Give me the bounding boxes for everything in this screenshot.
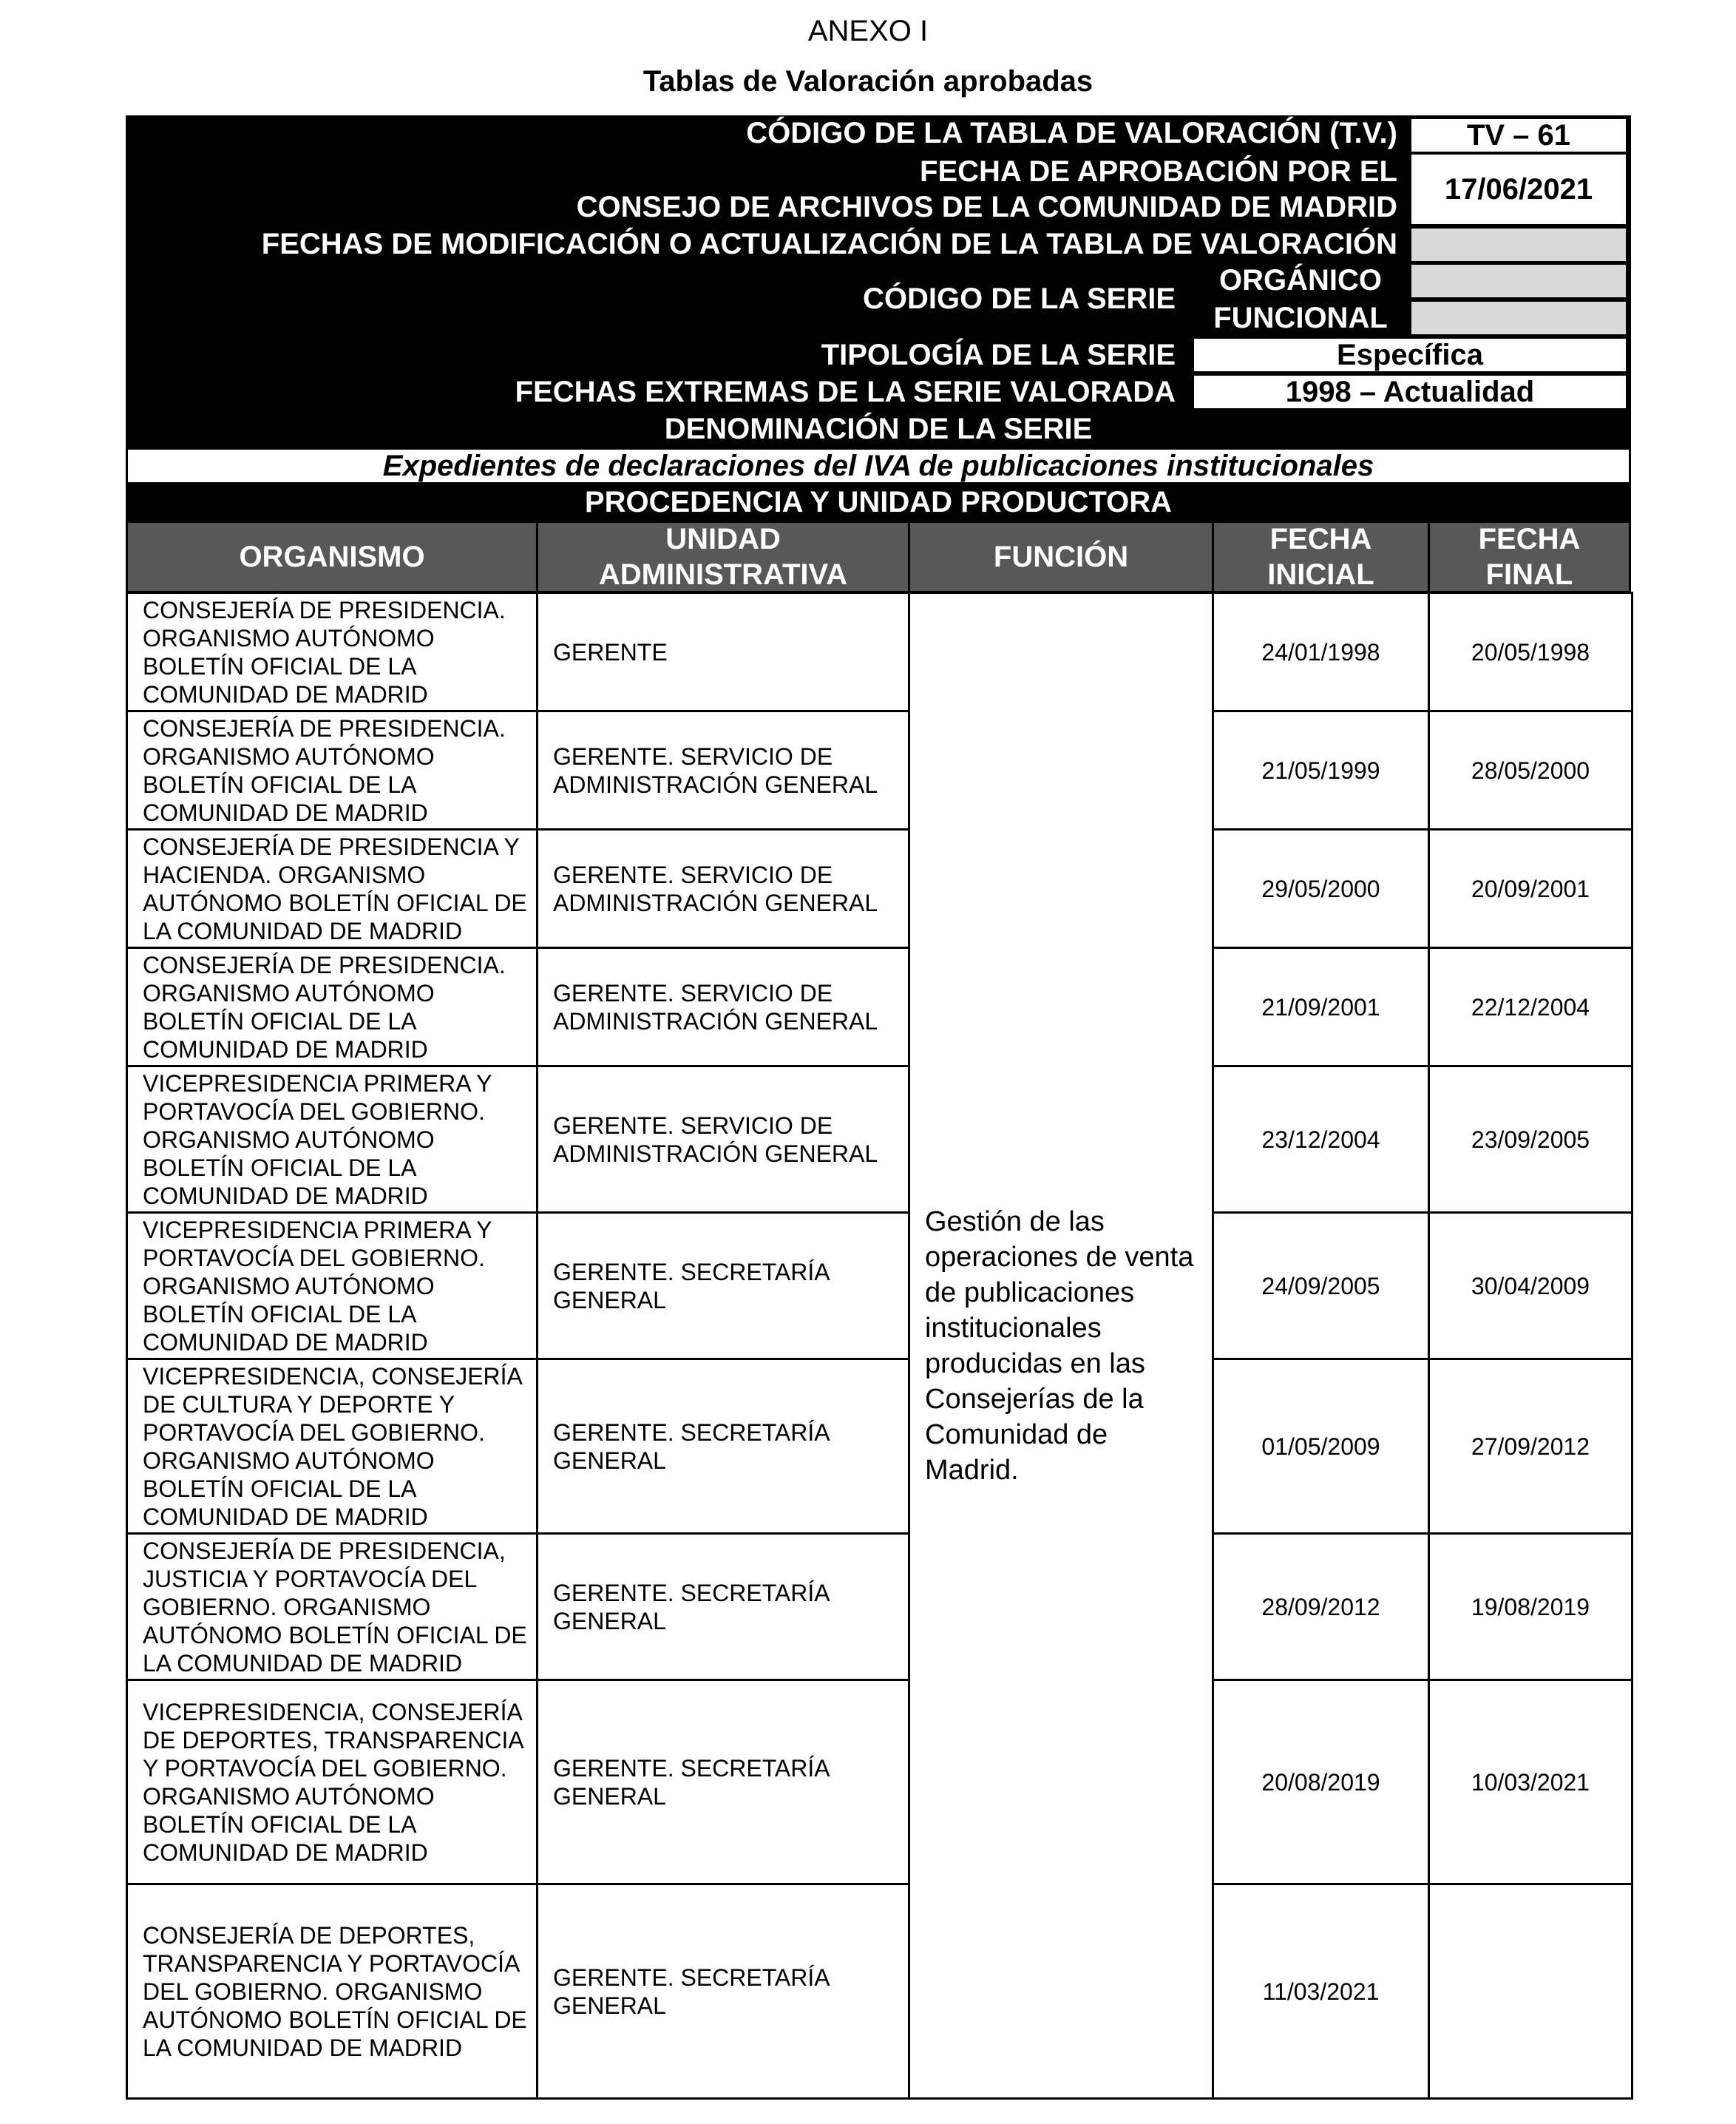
row-fecha-inicial: 24/09/2005 bbox=[1213, 1213, 1429, 1359]
extreme-dates-label: FECHAS EXTREMAS DE LA SERIE VALORADA bbox=[515, 376, 1176, 408]
row-fecha-final: 10/03/2021 bbox=[1429, 1680, 1632, 1884]
row-unidad: GERENTE bbox=[538, 593, 909, 711]
row-fecha-final: 22/12/2004 bbox=[1429, 948, 1632, 1066]
table-row bbox=[127, 830, 1632, 948]
table-row bbox=[127, 593, 1632, 711]
col-fecha-inicial-line1: FECHA bbox=[1269, 523, 1372, 555]
col-organismo bbox=[126, 521, 538, 593]
row-unidad: GERENTE. SERVICIO DE ADMINISTRACIÓN GENERAL bbox=[538, 1066, 909, 1213]
row-organismo: CONSEJERÍA DE PRESIDENCIA. ORGANISMO AUTÓNOMO BOLETÍN OFICIAL DE LA COMUNIDAD DE MADRID bbox=[127, 948, 538, 1066]
row-unidad: GERENTE. SERVICIO DE ADMINISTRACIÓN GENERAL bbox=[538, 711, 909, 830]
row-fecha-final: 19/08/2019 bbox=[1429, 1534, 1632, 1680]
row-fecha-final: 20/09/2001 bbox=[1429, 830, 1632, 948]
functional-value bbox=[1409, 300, 1628, 336]
typology-label: TIPOLOGÍA DE LA SERIE bbox=[821, 339, 1176, 371]
col-fecha-inicial bbox=[1212, 521, 1430, 593]
row-unidad: GERENTE. SECRETARÍA GENERAL bbox=[538, 1534, 909, 1680]
row-fecha-final: 28/05/2000 bbox=[1429, 711, 1632, 830]
col-unidad bbox=[536, 521, 910, 593]
row-organismo: VICEPRESIDENCIA, CONSEJERÍA DE CULTURA Y DEPORTE Y PORTAVOCÍA DEL GOBIERNO. ORGANISMO AUTÓNOMO BOLETÍN OFICIAL DE LA COMUNIDAD DE MADRID bbox=[127, 1359, 538, 1534]
modification-value bbox=[1409, 226, 1628, 263]
row-fecha-inicial: 20/08/2019 bbox=[1213, 1680, 1429, 1884]
organic-value bbox=[1409, 263, 1628, 300]
code-value: TV – 61 bbox=[1409, 117, 1628, 154]
annex-title: ANEXO I bbox=[807, 15, 929, 47]
approval-label-line2: CONSEJO DE ARCHIVOS DE LA COMUNIDAD DE MADRID bbox=[576, 191, 1397, 223]
row-fecha-final: 20/05/1998 bbox=[1429, 593, 1632, 711]
row-fecha-final: 30/04/2009 bbox=[1429, 1213, 1632, 1359]
row-fecha-final: 27/09/2012 bbox=[1429, 1359, 1632, 1534]
table-row bbox=[127, 948, 1632, 1066]
row-fecha-inicial: 21/05/1999 bbox=[1213, 711, 1429, 830]
row-unidad: GERENTE. SECRETARÍA GENERAL bbox=[538, 1884, 909, 2099]
col-fecha-final-line1: FECHA bbox=[1478, 523, 1581, 555]
row-organismo: CONSEJERÍA DE PRESIDENCIA Y HACIENDA. ORGANISMO AUTÓNOMO BOLETÍN OFICIAL DE LA COMUNIDAD DE MADRID bbox=[127, 830, 538, 948]
col-organismo-label: ORGANISMO bbox=[239, 541, 425, 573]
row-fecha-inicial: 29/05/2000 bbox=[1213, 830, 1429, 948]
row-organismo: CONSEJERÍA DE DEPORTES, TRANSPARENCIA Y PORTAVOCÍA DEL GOBIERNO. ORGANISMO AUTÓNOMO BOLETÍN OFICIAL DE LA COMUNIDAD DE MADRID bbox=[127, 1884, 538, 2099]
col-funcion bbox=[908, 521, 1214, 593]
row-unidad: GERENTE. SECRETARÍA GENERAL bbox=[538, 1213, 909, 1359]
table-row bbox=[127, 1359, 1632, 1534]
function-description: Gestión de las operaciones de venta de publicaciones institucionales producidas en las Consejerías de la Comunidad de Madrid. bbox=[909, 593, 1213, 2099]
row-fecha-final: 23/09/2005 bbox=[1429, 1066, 1632, 1213]
provenance-label: PROCEDENCIA Y UNIDAD PRODUCTORA bbox=[584, 486, 1173, 518]
table-row bbox=[127, 1066, 1632, 1213]
table-row bbox=[127, 1680, 1632, 1884]
modification-label: FECHAS DE MODIFICACIÓN O ACTUALIZACIÓN DE LA TABLA DE VALORACIÓN bbox=[261, 228, 1397, 260]
code-label: CÓDIGO DE LA TABLA DE VALORACIÓN (T.V.) bbox=[746, 117, 1397, 149]
row-organismo: CONSEJERÍA DE PRESIDENCIA, JUSTICIA Y PORTAVOCÍA DEL GOBIERNO. ORGANISMO AUTÓNOMO BOLETÍN OFICIAL DE LA COMUNIDAD DE MADRID bbox=[127, 1534, 538, 1680]
approval-label-line1: FECHA DE APROBACIÓN POR EL bbox=[920, 155, 1397, 188]
row-fecha-inicial: 01/05/2009 bbox=[1213, 1359, 1429, 1534]
row-unidad: GERENTE. SECRETARÍA GENERAL bbox=[538, 1359, 909, 1534]
col-unidad-line1: UNIDAD bbox=[665, 523, 781, 555]
row-unidad: GERENTE. SERVICIO DE ADMINISTRACIÓN GENERAL bbox=[538, 948, 909, 1066]
series-code-label: CÓDIGO DE LA SERIE bbox=[862, 283, 1176, 315]
col-unidad-line2: ADMINISTRATIVA bbox=[598, 558, 848, 591]
row-organismo: VICEPRESIDENCIA PRIMERA Y PORTAVOCÍA DEL GOBIERNO. ORGANISMO AUTÓNOMO BOLETÍN OFICIAL DE LA COMUNIDAD DE MADRID bbox=[127, 1066, 538, 1213]
row-organismo: CONSEJERÍA DE PRESIDENCIA. ORGANISMO AUTÓNOMO BOLETÍN OFICIAL DE LA COMUNIDAD DE MADRID bbox=[127, 593, 538, 711]
table-row bbox=[127, 1213, 1632, 1359]
col-fecha-final-line2: FINAL bbox=[1485, 558, 1573, 591]
table-row bbox=[127, 1534, 1632, 1680]
row-organismo: VICEPRESIDENCIA, CONSEJERÍA DE DEPORTES, TRANSPARENCIA Y PORTAVOCÍA DEL GOBIERNO. ORGANISMO AUTÓNOMO BOLETÍN OFICIAL DE LA COMUNIDAD DE MADRID bbox=[127, 1680, 538, 1884]
col-fecha-inicial-line2: INICIAL bbox=[1267, 558, 1374, 591]
col-funcion-label: FUNCIÓN bbox=[993, 541, 1129, 573]
organic-label: ORGÁNICO bbox=[1219, 264, 1382, 297]
row-organismo: CONSEJERÍA DE PRESIDENCIA. ORGANISMO AUTÓNOMO BOLETÍN OFICIAL DE LA COMUNIDAD DE MADRID bbox=[127, 711, 538, 830]
row-fecha-inicial: 28/09/2012 bbox=[1213, 1534, 1429, 1680]
row-fecha-inicial: 24/01/1998 bbox=[1213, 593, 1429, 711]
col-fecha-final bbox=[1428, 521, 1631, 593]
typology-value: Específica bbox=[1192, 336, 1628, 373]
functional-label: FUNCIONAL bbox=[1213, 302, 1388, 334]
document-subtitle: Tablas de Valoración aprobadas bbox=[642, 65, 1094, 98]
series-table bbox=[126, 592, 1633, 2100]
row-fecha-inicial: 21/09/2001 bbox=[1213, 948, 1429, 1066]
row-unidad: GERENTE. SECRETARÍA GENERAL bbox=[538, 1680, 909, 1884]
extreme-dates-value: 1998 – Actualidad bbox=[1192, 373, 1628, 410]
row-organismo: VICEPRESIDENCIA PRIMERA Y PORTAVOCÍA DEL GOBIERNO. ORGANISMO AUTÓNOMO BOLETÍN OFICIAL DE LA COMUNIDAD DE MADRID bbox=[127, 1213, 538, 1359]
series-denomination: Expedientes de declaraciones del IVA de publicaciones institucionales bbox=[126, 447, 1631, 484]
row-unidad: GERENTE. SERVICIO DE ADMINISTRACIÓN GENERAL bbox=[538, 830, 909, 948]
table-row bbox=[127, 711, 1632, 830]
row-fecha-inicial: 23/12/2004 bbox=[1213, 1066, 1429, 1213]
row-fecha-final bbox=[1429, 1884, 1632, 2099]
table-row bbox=[127, 1884, 1632, 2099]
row-fecha-inicial: 11/03/2021 bbox=[1213, 1884, 1429, 2099]
approval-value: 17/06/2021 bbox=[1409, 152, 1628, 226]
denomination-label: DENOMINACIÓN DE LA SERIE bbox=[664, 413, 1093, 445]
